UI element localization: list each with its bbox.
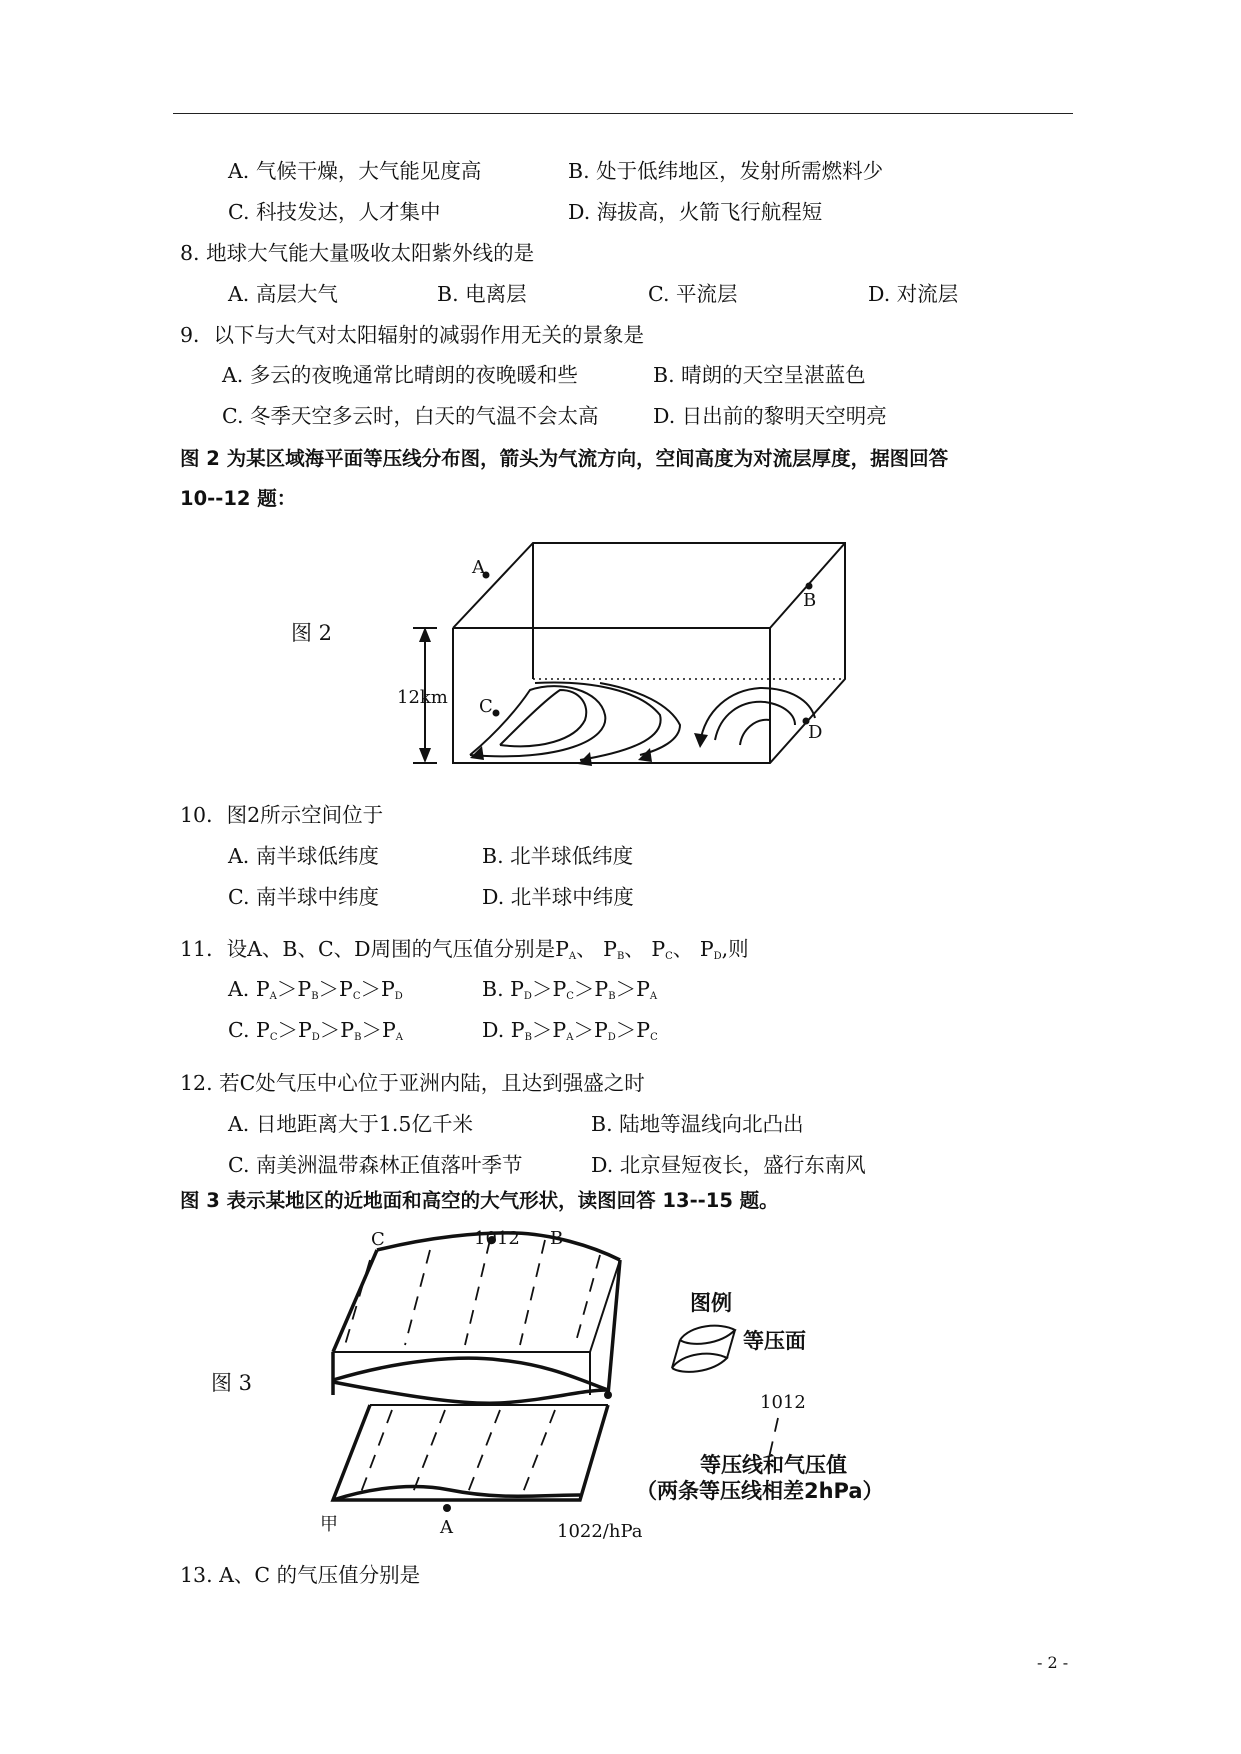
- q7-option-b: B. 处于低纬地区，发射所需燃料少: [568, 159, 884, 183]
- fig2-caption: 图 2: [291, 621, 333, 645]
- q10-option-b: B. 北半球低纬度: [482, 844, 634, 868]
- fig3-legend-title: 图例: [690, 1291, 732, 1315]
- q9-stem: 9．以下与大气对太阳辐射的减弱作用无关的景象是: [180, 323, 645, 347]
- q12-stem: 12. 若C处气压中心位于亚洲内陆，且达到强盛之时: [180, 1071, 645, 1095]
- fig3-label-a: A: [440, 1517, 453, 1538]
- fig3-lower-curve: [333, 1487, 580, 1500]
- q9-option-b: B. 晴朗的天空呈湛蓝色: [653, 363, 866, 387]
- fig3-point-a: [443, 1504, 451, 1512]
- fig3-label-b: B: [550, 1228, 564, 1249]
- q12-option-c: C. 南美洲温带森林正值落叶季节: [228, 1153, 523, 1177]
- fig3-legend-surface-icon-top: [680, 1326, 735, 1344]
- fig2-label-c: C: [479, 696, 493, 717]
- q11-option-c: C. $P_C>P_D>P_B>P_A$: [228, 1018, 403, 1043]
- fig2-intro-line1: 图 2 为某区域海平面等压线分布图，箭头为气流方向，空间高度为对流层厚度，据图回答: [180, 447, 949, 470]
- q13-stem: 13. A、C 的气压值分别是: [180, 1563, 421, 1587]
- fig3-intro: 图 3 表示某地区的近地面和高空的大气形状，读图回答 13--15 题。: [180, 1189, 779, 1212]
- q10-option-d: D. 北半球中纬度: [482, 885, 634, 909]
- fig3-mid-curve-1: [333, 1358, 608, 1390]
- q8-option-d: D. 对流层: [868, 282, 959, 306]
- fig3-label-c: C: [371, 1229, 385, 1250]
- fig3-mid-curve-2: [333, 1382, 608, 1403]
- fig2-intro-line2: 10--12 题：: [180, 487, 297, 510]
- fig3-legend-isobar: 等压线和气压值: [700, 1453, 847, 1477]
- fig3-label-jia: 甲: [320, 1514, 338, 1535]
- q7-option-d: D. 海拔高，火箭飞行航程短: [568, 200, 823, 224]
- page-number: - 2 -: [1037, 1653, 1069, 1672]
- q8-option-b: B. 电离层: [437, 282, 527, 306]
- fig3-caption: 图 3: [211, 1371, 253, 1395]
- fig3-label-1012: 1012: [474, 1228, 520, 1249]
- q12-option-a: A. 日地距离大于1.5亿千米: [228, 1112, 473, 1136]
- q8-stem: 8. 地球大气能大量吸收太阳紫外线的是: [180, 241, 535, 265]
- fig2-label-b: B: [803, 590, 817, 611]
- q12-option-b: B. 陆地等温线向北凸出: [591, 1112, 804, 1136]
- q7-option-c: C. 科技发达，人才集中: [228, 200, 441, 224]
- q11-option-b: B. $P_D>P_C>P_B>P_A$: [482, 977, 658, 1002]
- q9-option-d: D. 日出前的黎明天空明亮: [653, 404, 887, 428]
- fig2-label-d: D: [808, 722, 823, 743]
- q7-option-a: A. 气候干燥，大气能见度高: [228, 159, 482, 183]
- q11-stem: 11．设A、B、C、D周围的气压值分别是$P_A$、 $P_B$、 $P_C$、 $P_D$,则: [180, 937, 749, 962]
- q12-option-d: D. 北京昼短夜长，盛行东南风: [591, 1153, 866, 1177]
- q10-option-c: C. 南半球中纬度: [228, 885, 379, 909]
- fig3-legend-value: 1012: [760, 1392, 806, 1413]
- q8-option-a: A. 高层大气: [228, 282, 338, 306]
- q8-option-c: C. 平流层: [648, 282, 738, 306]
- fig3-legend-note: （两条等压线相差2hPa）: [636, 1479, 884, 1503]
- q10-stem: 10．图2所示空间位于: [180, 803, 384, 827]
- fig2-label-a: A: [472, 557, 485, 578]
- q11-option-a: A. $P_A>P_B>P_C>P_D$: [228, 977, 403, 1002]
- fig3-upper-left-edge: [333, 1250, 377, 1352]
- fig2-height-label: 12km: [397, 687, 448, 708]
- fig3-label-1022: 1022/hPa: [557, 1521, 643, 1542]
- q11-option-d: D. $P_B>P_A>P_D>P_C$: [482, 1018, 658, 1043]
- q10-option-a: A. 南半球低纬度: [228, 844, 379, 868]
- fig3-legend-surface: 等压面: [743, 1329, 806, 1353]
- q9-option-c: C. 冬季天空多云时，白天的气温不会太高: [222, 404, 599, 428]
- q9-option-a: A. 多云的夜晚通常比晴朗的夜晚暖和些: [222, 363, 578, 387]
